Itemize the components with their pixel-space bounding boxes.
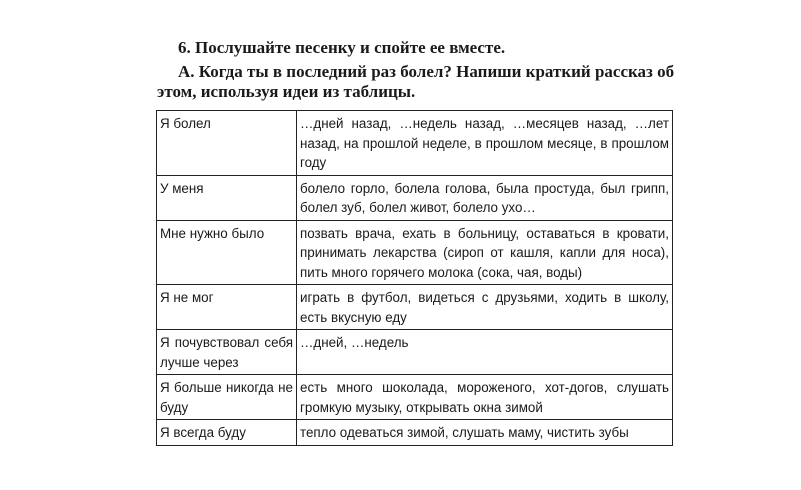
row-phrase-cell: Я не мог [157,285,297,330]
row-ideas-cell: играть в футбол, видеться с друзьями, ходить в школу, есть вкусную еду [297,285,673,330]
task-instruction [157,62,677,102]
row-phrase-cell: Я почувствовал себя лучше через [157,330,297,375]
table-row [157,285,673,330]
exercise-heading: 6. Послушайте песенку и спойте ее вместе. [178,38,506,57]
table-row [157,420,673,446]
row-ideas-cell: …дней назад, …недель назад, …месяцев назад, …лет назад, на прошлой неделе, в прошлом месяце, в прошлом году [297,111,673,176]
row-phrase-cell: Я болел [157,111,297,176]
row-phrase-cell: Мне нужно было [157,220,297,285]
table-row [157,111,673,176]
row-ideas-cell: …дней, …недель [297,330,673,375]
table-row [157,175,673,220]
ideas-table [156,110,673,446]
table-row [157,220,673,285]
row-phrase-cell: Я всегда буду [157,420,297,446]
row-phrase-cell: Я больше никогда не буду [157,375,297,420]
row-ideas-cell: есть много шоколада, мороженого, хот-догов, слушать громкую музыку, открывать окна зимой [297,375,673,420]
table-row [157,330,673,375]
row-phrase-cell: У меня [157,175,297,220]
row-ideas-cell: тепло одеваться зимой, слушать маму, чистить зубы [297,420,673,446]
table-row [157,375,673,420]
row-ideas-cell: болело горло, болела голова, была простуда, был грипп, болел зуб, болел живот, болело ухо… [297,175,673,220]
row-ideas-cell: позвать врача, ехать в больницу, оставаться в кровати, принимать лекарства (сироп от кашля, капли для носа), пить много горячего молока (сока, чая, воды) [297,220,673,285]
task-instruction-line-2: этом, используя идеи из таблицы. [157,82,416,101]
task-instruction-line-1: А. Когда ты в последний раз болел? Напиши краткий рассказ об [178,62,675,81]
